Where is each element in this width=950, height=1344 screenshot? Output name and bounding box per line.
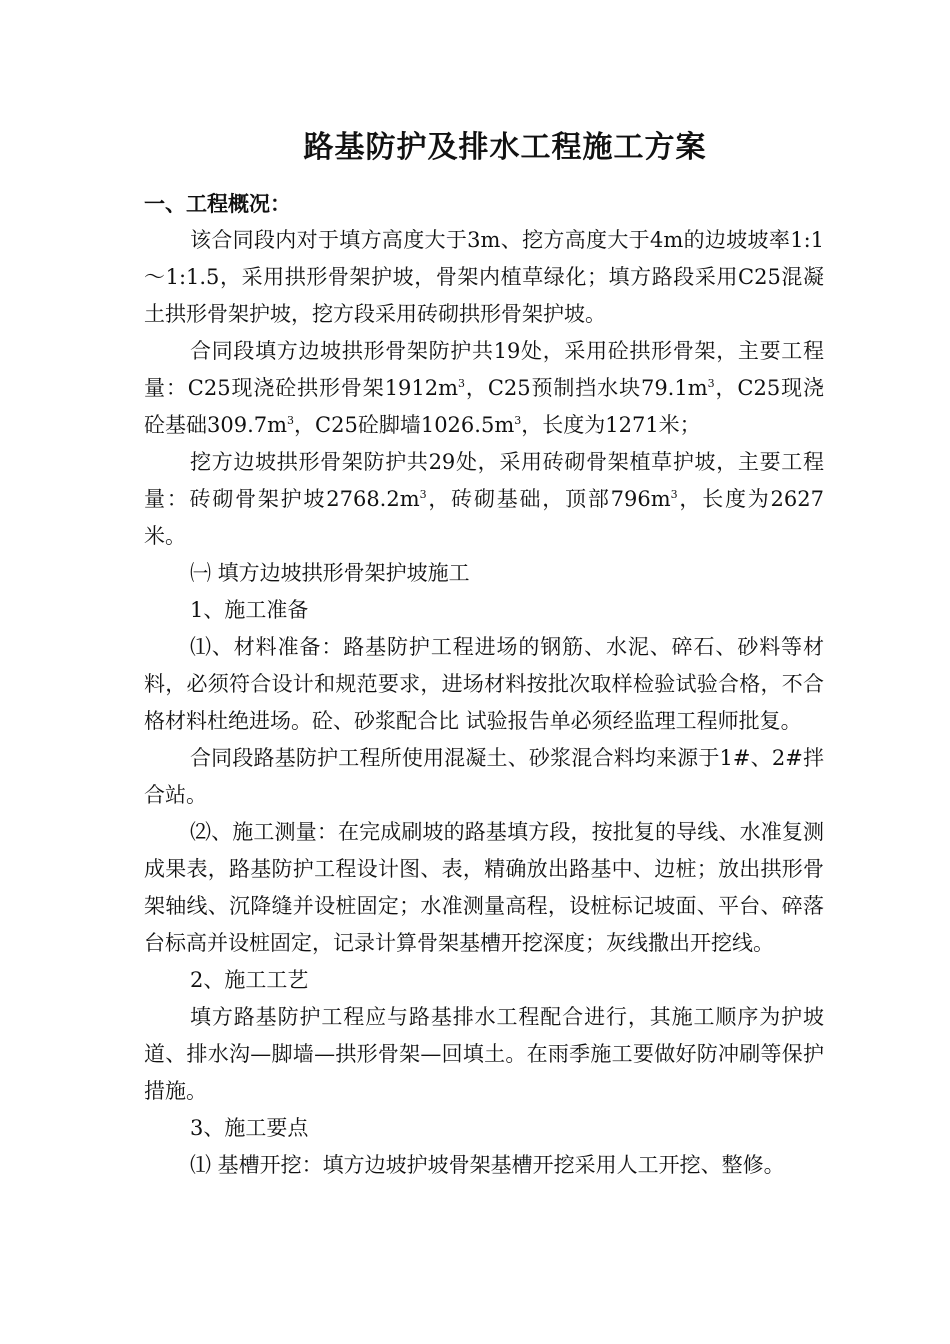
paragraph-excavation: ⑴ 基槽开挖：填方边坡护坡骨架基槽开挖采用人工开挖、整修。 [190,1153,785,1177]
text-run: ，长度为2627米。 [144,487,824,548]
text-run: ，C25预制挡水块79.1m [465,376,708,400]
document-body [144,222,824,1184]
paragraph-mixing-station: 合同段路基防护工程所使用混凝土、砂浆混合料均来源于1#、2#拌合站。 [144,746,824,807]
superscript: 3 [670,488,678,501]
paragraph-materials: ⑴、材料准备：路基防护工程进场的钢筋、水泥、碎石、砂料等材料，必须符合设计和规范要求，进场材料按批次取样检验试验合格，不合格材料杜绝进场。砼、砂浆配合比 试验报告单必须经监理工程师批复。 [144,635,824,733]
item-heading: 3、施工要点 [190,1116,309,1140]
text-run: ，砖砌基础，顶部796m [426,487,671,511]
paragraph-overview: 该合同段内对于填方高度大于3m、挖方高度大于4m的边坡坡率1:1～1:1.5，采用拱形骨架护坡，骨架内植草绿化；填方路段采用C25混凝土拱形骨架护坡，挖方段采用砖砌拱形骨架护坡。 [144,228,824,326]
item-heading: 1、施工准备 [190,598,309,622]
section-heading: 一、工程概况： [144,192,291,216]
text-run: ，C25现浇砼基础309.7m [144,376,824,437]
text-run: ，长度为1271米； [521,413,701,437]
superscript: 3 [458,377,466,390]
text-run: ，C25砼脚墙1026.5m [294,413,515,437]
paragraph-survey: ⑵、施工测量：在完成刷坡的路基填方段，按批复的导线、水准复测成果表，路基防护工程设计图、表，精确放出路基中、边桩；放出拱形骨架轴线、沉降缝并设桩固定；水准测量高程，设桩标记坡面、平台、碎落台标高并设桩固定，记录计算骨架基槽开挖深度；灰线撒出开挖线。 [144,820,824,955]
superscript: 3 [287,414,295,427]
subsection-heading: ㈠ 填方边坡拱形骨架护坡施工 [190,561,470,585]
document-title: 路基防护及排水工程施工方案 [303,130,707,165]
text-run: 挖方边坡拱形骨架防护共29处，采用砖砌骨架植草护坡，主要工程量：砖砌骨架护坡2768.2m [144,450,824,511]
superscript: 3 [707,377,715,390]
item-heading: 2、施工工艺 [190,968,309,992]
superscript: 3 [419,488,427,501]
paragraph-cut-quantities [144,444,824,555]
paragraph-process: 填方路基防护工程应与路基排水工程配合进行，其施工顺序为护坡道、排水沟—脚墙—拱形骨架—回填土。在雨季施工要做好防冲刷等保护措施。 [144,1005,824,1103]
paragraph-fill-quantities [144,333,824,444]
superscript: 3 [514,414,522,427]
text-run: 合同段填方边坡拱形骨架防护共19处，采用砼拱形骨架，主要工程量：C25现浇砼拱形骨架1912m [144,339,824,400]
